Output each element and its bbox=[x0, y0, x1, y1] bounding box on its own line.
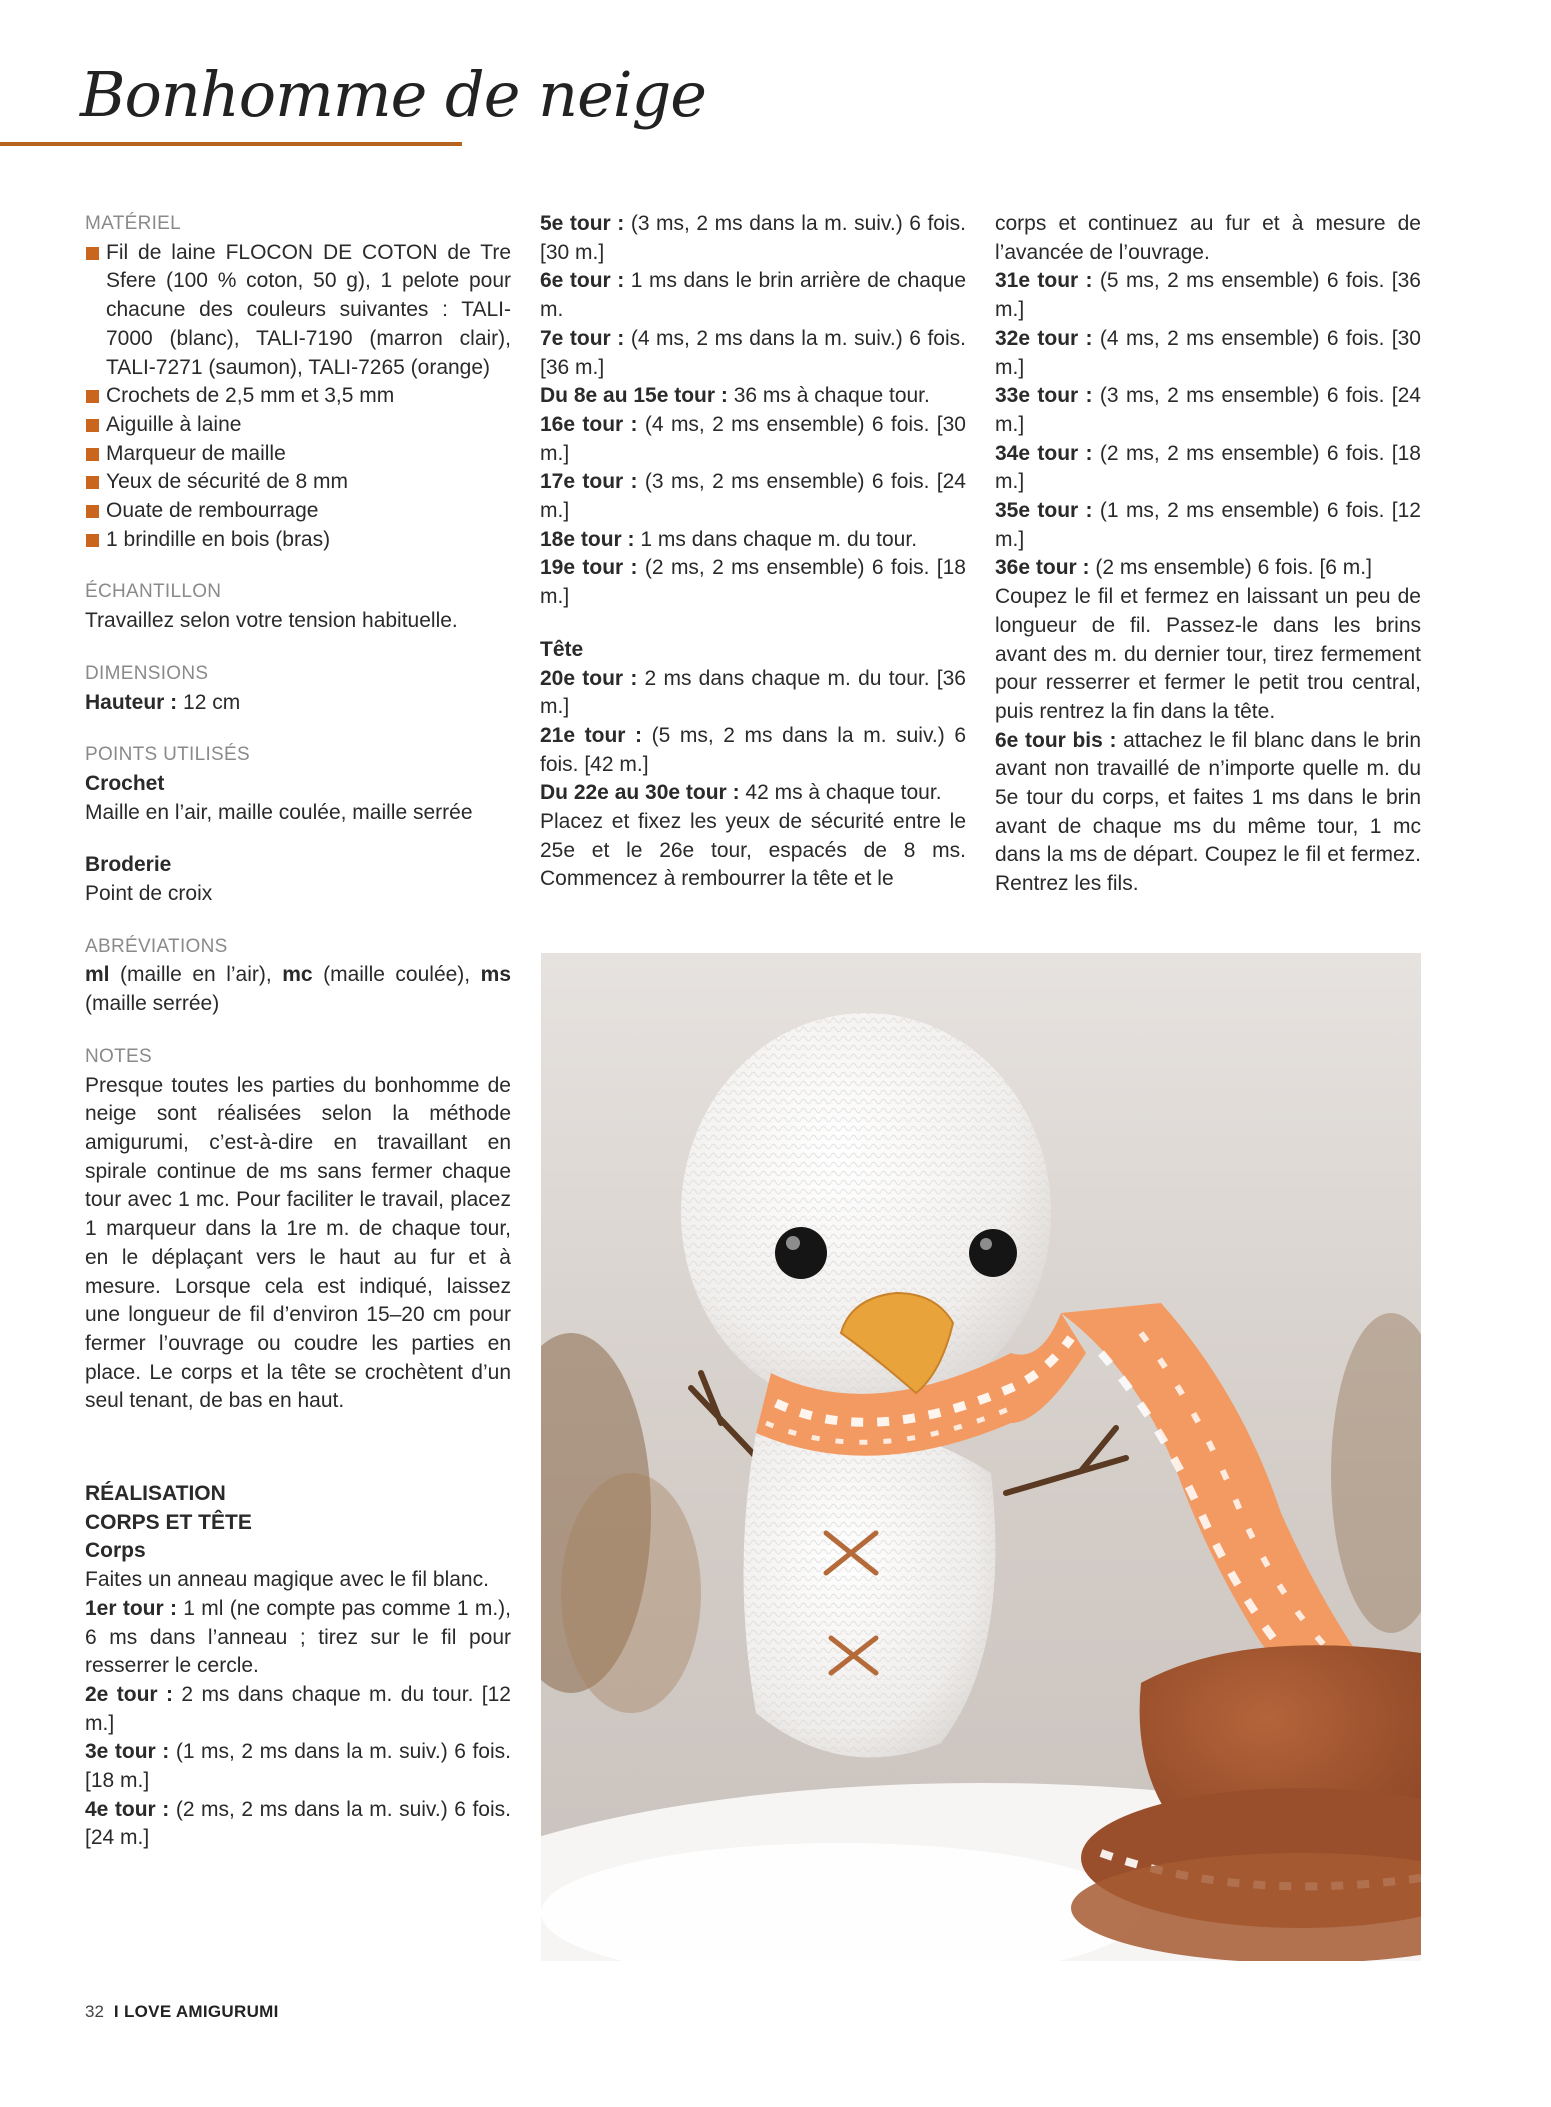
row-instruction bbox=[85, 1681, 511, 1738]
crochet-text: Maille en l’air, maille coulée, maille serrée bbox=[85, 800, 473, 824]
row-text: (4 ms, 2 ms dans la m. suiv.) 6 fois. [36 m.] bbox=[540, 326, 966, 379]
row-text: (2 ms, 2 ms dans la m. suiv.) 6 fois. [24 m.] bbox=[85, 1797, 511, 1850]
col3-intro: corps et continuez au fur et à mesure de l’avancée de l’ouvrage. bbox=[995, 212, 1421, 264]
row-label: 18e tour : bbox=[540, 527, 635, 551]
row-instruction bbox=[995, 325, 1421, 382]
abbr-term: mc bbox=[282, 963, 313, 987]
row-instruction bbox=[85, 1595, 511, 1681]
column-1 bbox=[85, 210, 511, 1853]
hauteur-value: 12 cm bbox=[177, 690, 241, 714]
row-instruction bbox=[995, 440, 1421, 497]
row-text: 36 ms à chaque tour. bbox=[727, 384, 930, 408]
bullet-square-icon bbox=[86, 534, 99, 547]
row-instruction bbox=[540, 526, 966, 555]
row-text: (3 ms, 2 ms dans la m. suiv.) 6 fois. [30 m.] bbox=[540, 212, 966, 264]
page-footer bbox=[85, 2002, 279, 2022]
bullet-square-icon bbox=[86, 505, 99, 518]
row-text: attachez le fil blanc dans le brin avant non travaillé de n’importe quelle m. du 5e tour du corps, et faites 1 ms dans le brin avant de chaque ms du même tour, 1 mc dans la ms de départ. Coupez le fil et fermez. Rentrez les fils. bbox=[995, 728, 1421, 896]
materiel-item-text: Crochets de 2,5 mm et 3,5 mm bbox=[106, 384, 395, 408]
row-instruction bbox=[540, 554, 966, 611]
row-text: 1 ml (ne compte pas comme 1 m.), 6 ms dans l’anneau ; tirez sur le fil pour resserrer le cercle. bbox=[85, 1596, 511, 1678]
materiel-item bbox=[85, 382, 511, 411]
row-label: 16e tour : bbox=[540, 412, 638, 436]
row-label: 17e tour : bbox=[540, 470, 638, 494]
corps-tete-title: CORPS ET TÊTE bbox=[85, 1510, 252, 1534]
row-label: 19e tour : bbox=[540, 556, 638, 580]
row-text: (5 ms, 2 ms ensemble) 6 fois. [36 m.] bbox=[995, 269, 1421, 322]
row-label: 36e tour : bbox=[995, 556, 1090, 580]
row-instruction bbox=[540, 779, 966, 808]
row-text: (1 ms, 2 ms dans la m. suiv.) 6 fois. [18 m.] bbox=[85, 1740, 511, 1793]
row-label: 32e tour : bbox=[995, 326, 1093, 350]
materiel-item-text: Aiguille à laine bbox=[106, 412, 242, 436]
points-label: POINTS UTILISÉS bbox=[85, 744, 250, 766]
row-label: 5e tour : bbox=[540, 212, 625, 235]
row-label: 21e tour : bbox=[540, 723, 643, 747]
abbr-term: ml bbox=[85, 963, 110, 987]
title-underline bbox=[0, 142, 462, 146]
row-instruction bbox=[995, 382, 1421, 439]
materiel-item bbox=[85, 526, 511, 555]
row-label: Du 8e au 15e tour : bbox=[540, 384, 728, 408]
row-text: 2 ms dans chaque m. du tour. [12 m.] bbox=[85, 1682, 511, 1735]
row-label: 1er tour : bbox=[85, 1596, 177, 1620]
magazine-name: I LOVE AMIGURUMI bbox=[113, 2002, 279, 2021]
bullet-square-icon bbox=[86, 476, 99, 489]
row-text: (2 ms ensemble) 6 fois. [6 m.] bbox=[1089, 556, 1372, 580]
row-instruction bbox=[540, 665, 966, 722]
abbr-def: (maille coulée), bbox=[312, 963, 481, 987]
row-label: 35e tour : bbox=[995, 499, 1093, 523]
row-text: (1 ms, 2 ms ensemble) 6 fois. [12 m.] bbox=[995, 499, 1421, 551]
row-label: 3e tour : bbox=[85, 1740, 170, 1764]
column-2 bbox=[540, 210, 966, 894]
materiel-label: MATÉRIEL bbox=[85, 213, 182, 234]
row-label: 33e tour : bbox=[995, 384, 1093, 408]
corps-intro: Faites un anneau magique avec le fil blanc. bbox=[85, 1568, 489, 1592]
row-instruction bbox=[540, 382, 966, 411]
row-instruction bbox=[85, 1738, 511, 1795]
row-text: (3 ms, 2 ms ensemble) 6 fois. [24 m.] bbox=[995, 384, 1421, 436]
tete-title: Tête bbox=[540, 637, 584, 661]
row-text: 1 ms dans le brin arrière de chaque m. bbox=[540, 269, 967, 322]
row-label: 31e tour : bbox=[995, 269, 1093, 293]
row-instruction bbox=[540, 210, 966, 267]
materiel-item bbox=[85, 468, 511, 497]
crochet-title: Crochet bbox=[85, 771, 165, 795]
bullet-square-icon bbox=[86, 419, 99, 432]
bullet-square-icon bbox=[86, 390, 99, 403]
row-instruction bbox=[85, 1796, 511, 1853]
abbr-def: (maille en l’air), bbox=[109, 963, 283, 987]
page-title: Bonhomme de neige bbox=[80, 58, 706, 131]
row-text: (3 ms, 2 ms ensemble) 6 fois. [24 m.] bbox=[540, 470, 966, 523]
row-instruction bbox=[540, 325, 966, 382]
echantillon-text: Travaillez selon votre tension habituelle. bbox=[85, 609, 458, 633]
close-text: Coupez le fil et fermez en laissant un peu de longueur de fil. Passez-le dans les brins avant des m. du dernier tour, tirez fermement pour resserrer et fermer le petit trou central, puis rentrez la fin dans la tête. bbox=[995, 585, 1421, 723]
row-instruction bbox=[995, 497, 1421, 554]
row-text: 1 ms dans chaque m. du tour. bbox=[634, 527, 918, 551]
abreviations-text bbox=[85, 961, 511, 1018]
realisation-title: RÉALISATION bbox=[85, 1482, 226, 1506]
row-label: 2e tour : bbox=[85, 1682, 173, 1706]
broderie-text: Point de croix bbox=[85, 882, 213, 906]
row-label: 34e tour : bbox=[995, 441, 1093, 465]
materiel-item-text: Ouate de rembourrage bbox=[106, 499, 319, 523]
row-label: 20e tour : bbox=[540, 666, 638, 690]
page-number: 32 bbox=[85, 2002, 104, 2021]
abreviations-label: ABRÉVIATIONS bbox=[85, 935, 228, 957]
row-instruction bbox=[540, 468, 966, 525]
dimensions-label: DIMENSIONS bbox=[85, 662, 209, 684]
materiel-item-text: Yeux de sécurité de 8 mm bbox=[106, 470, 349, 494]
notes-text: Presque toutes les parties du bonhomme de neige sont réalisées selon la méthode amigurumi, c’est-à-dire en travaillant en spirale continue de ms sans fermer chaque tour avec 1 mc. Pour faciliter le travail, placez 1 marqueur dans la 1re m. de chaque tour, en le déplaçant vers le haut au fur et à mesure. Lorsque cela est indiqué, laissez une longueur de fil d’environ 15–20 cm pour fermer l’ouvrage ou coudre les parties en place. Le corps et la tête se crochètent d’un seul tenant, de bas en haut. bbox=[85, 1073, 511, 1413]
row-instruction bbox=[995, 267, 1421, 324]
row-label: 4e tour : bbox=[85, 1797, 170, 1821]
materiel-item bbox=[85, 440, 511, 469]
row-text: (2 ms, 2 ms ensemble) 6 fois. [18 m.] bbox=[995, 441, 1421, 494]
row-label: 7e tour : bbox=[540, 326, 625, 350]
hauteur-label: Hauteur : bbox=[85, 690, 178, 714]
row-instruction bbox=[995, 554, 1421, 583]
bullet-square-icon bbox=[86, 448, 99, 461]
tete-text: Placez et fixez les yeux de sécurité entre le 25e et le 26e tour, espacés de 8 ms. Commencez à rembourrer la tête et le bbox=[540, 810, 966, 891]
materiel-item bbox=[85, 411, 511, 440]
materiel-item bbox=[85, 239, 511, 383]
row-text: 2 ms dans chaque m. du tour. [36 m.] bbox=[540, 666, 966, 719]
row-text: (2 ms, 2 ms ensemble) 6 fois. [18 m.] bbox=[540, 556, 966, 609]
materiel-item-text: Fil de laine FLOCON DE COTON de Tre Sfere (100 % coton, 50 g), 1 pelote pour chacune des couleurs suivantes : TALI-7000 (blanc), TALI-7190 (marron clair), TALI-7271 (saumon), TALI-7265 (orange) bbox=[106, 240, 511, 379]
notes-label: NOTES bbox=[85, 1045, 152, 1067]
row-label: Du 22e au 30e tour : bbox=[540, 781, 740, 805]
abbr-def: (maille serrée) bbox=[85, 992, 220, 1016]
row-text: (5 ms, 2 ms dans la m. suiv.) 6 fois. [42 m.] bbox=[540, 723, 966, 776]
broderie-title: Broderie bbox=[85, 853, 172, 877]
row-text: (4 ms, 2 ms ensemble) 6 fois. [30 m.] bbox=[540, 412, 966, 465]
row-instruction bbox=[540, 411, 966, 468]
row-instruction bbox=[540, 722, 966, 779]
row-text: (4 ms, 2 ms ensemble) 6 fois. [30 m.] bbox=[995, 326, 1421, 379]
row-label: 6e tour bis : bbox=[995, 728, 1117, 752]
echantillon-label: ÉCHANTILLON bbox=[85, 581, 222, 603]
row-instruction bbox=[995, 727, 1421, 899]
column-3 bbox=[995, 210, 1421, 899]
corps-title: Corps bbox=[85, 1539, 146, 1563]
abbr-term: ms bbox=[480, 963, 511, 987]
row-instruction bbox=[540, 267, 966, 324]
snowman-photo bbox=[541, 953, 1421, 1961]
row-text: 42 ms à chaque tour. bbox=[739, 781, 942, 805]
materiel-item-text: Marqueur de maille bbox=[106, 441, 286, 465]
row-label: 6e tour : bbox=[540, 269, 625, 293]
materiel-item bbox=[85, 497, 511, 526]
bullet-square-icon bbox=[86, 247, 99, 260]
hauteur-line bbox=[85, 689, 511, 718]
materiel-item-text: 1 brindille en bois (bras) bbox=[106, 527, 331, 551]
